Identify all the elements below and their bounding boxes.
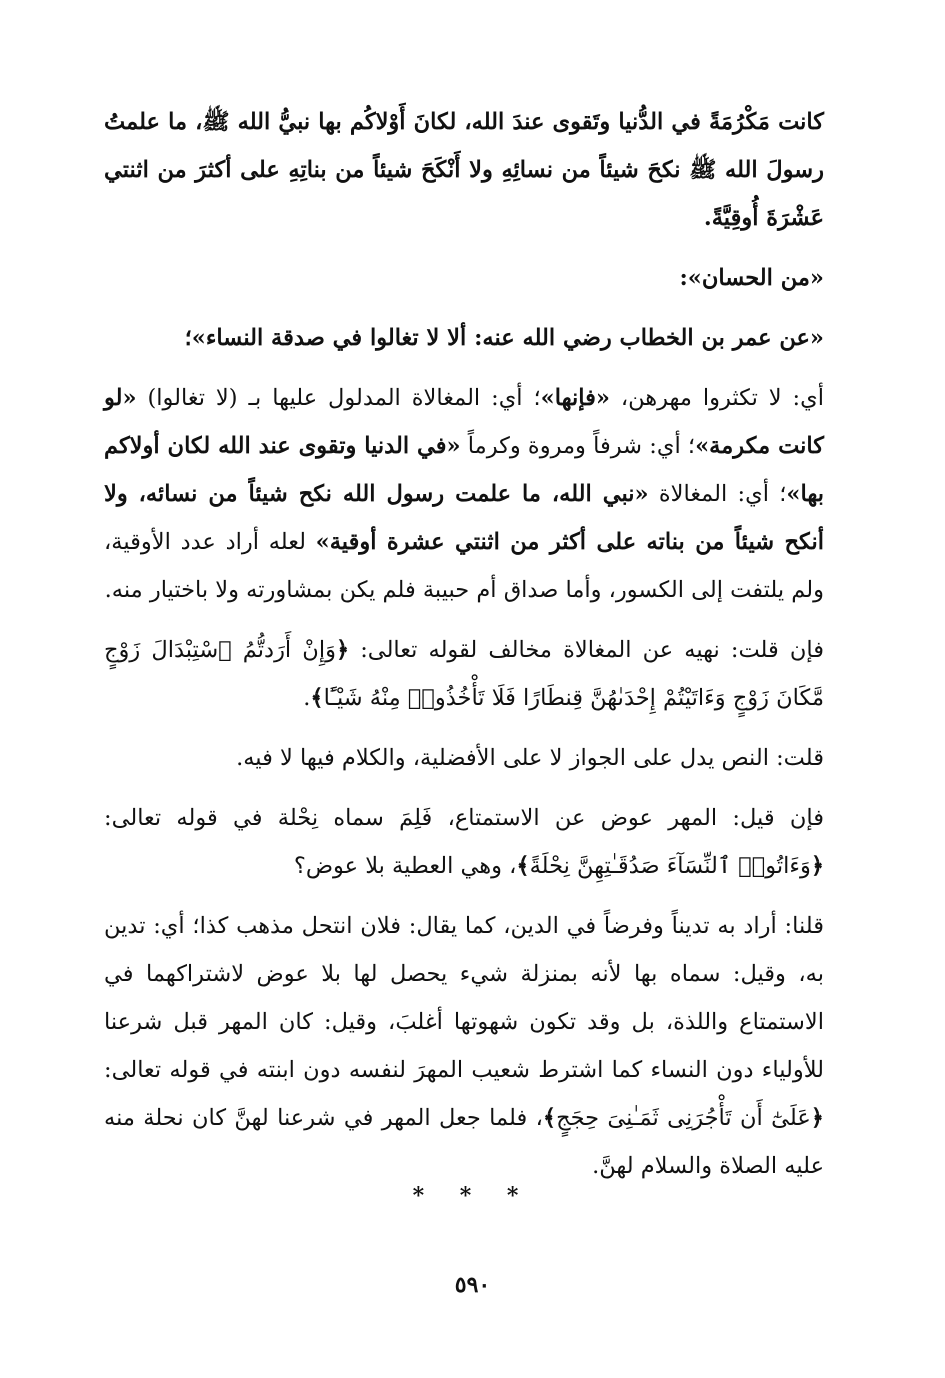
- reply-text: ، فلما جعل المهر في شرعنا لهنَّ كان نحلة منه عليه الصلاة والسلام لهنَّ.: [104, 1105, 824, 1179]
- paragraph-objection-1: [104, 626, 824, 722]
- page-number: ٥٩٠: [454, 1272, 491, 1298]
- commentary-text: ؛ أي: شرفاً ومروة وكرماً: [460, 433, 696, 459]
- hadith-fragment: «نبي الله، ما علمت رسول الله نكح شيئاً من نسائه، ولا أنكح شيئاً من بناته على أكثر من اثنتي عشرة أوقية»: [104, 481, 824, 555]
- quran-verse: عَلَىٰٓ أَن تَأْجُرَنِى ثَمَـٰنِىَ حِجَجٍ: [556, 1105, 811, 1131]
- reply-text: قلنا: أراد به تديناً وفرضاً في الدين، كما يقال: فلان انتحل مذهب كذا؛ أي: تدين به، وقيل: سماه بها لأنه بمنزلة شيء يحصل لها بلا عوض لاشتراكهما في الاستمتاع واللذة، بل وقد تكون شهوتها أغلبَ، وقيل: كان المهر قبل شرعنا للأولياء دون النساء كما اشترط شعيب المهرَ لنفسه دون ابنته في قوله تعالى:: [104, 913, 824, 1083]
- hadith-fragment: «في الدنيا وتقوى عند الله لكان أولاكم بها»: [104, 433, 824, 507]
- section-heading-hisan: «من الحسان»:: [679, 265, 824, 291]
- paragraph-hadith-quote: «عن عمر بن الخطاب رضي الله عنه: ألا لا تغالوا في صدقة النساء»؛: [184, 325, 824, 351]
- page-body: [104, 98, 824, 1190]
- paragraph-reply-1: قلت: النص يدل على الجواز لا على الأفضلية، والكلام فيها لا فيه.: [236, 745, 824, 771]
- objection-text: فإن قلت: نهيه عن المغالاة مخالف لقوله تعالى:: [349, 637, 824, 663]
- hadith-fragment: «فإنها»: [540, 385, 610, 411]
- ornate-bracket-open: ﴿: [810, 853, 824, 879]
- ornate-bracket-close: ﴾: [516, 853, 530, 879]
- hadith-fragment: «لو كانت مكرمة»: [104, 385, 825, 459]
- ornate-bracket-close: ﴾: [542, 1105, 557, 1131]
- paragraph-reply-2: [104, 902, 824, 1190]
- commentary-text: ؛ أي: المغالاة المدلول عليها بـ (لا تغالوا): [136, 385, 541, 411]
- objection-text: ، وهي العطية بلا عوض؟: [293, 853, 517, 879]
- objection-text: .: [303, 685, 311, 711]
- paragraph-hadith-text: كانت مَكْرُمَةً في الدُّنيا وتَقوى عندَ الله، لكانَ أَوْلاكُم بها نبيُّ الله ﷺ، ما علمتُ رسولَ الله ﷺ نكحَ شيئاً من نسائِهِ ولا أَنْكَحَ شيئاً من بناتِهِ على أكثرَ من اثنتي عَشْرَةَ أُوقِيَّةً.: [104, 109, 824, 231]
- paragraph-commentary: [104, 374, 824, 614]
- section-separator: * * *: [412, 1183, 533, 1209]
- quran-verse: وَإِنْ أَرَدتُّمُ ٱسْتِبْدَالَ زَوْجٍ مَّكَانَ زَوْجٍ وَءَاتَيْتُمْ إِحْدَىٰهُنَّ قِنطَارًا فَلَا تَأْخُذُوا۟ مِنْهُ شَيْـًٔا: [104, 637, 824, 711]
- ornate-bracket-open: ﴿: [335, 637, 350, 663]
- quran-verse: وَءَاتُوا۟ ٱلنِّسَآءَ صَدُقَـٰتِهِنَّ نِحْلَةً: [529, 853, 811, 879]
- commentary-text: ؛ أي: المغالاة: [648, 481, 787, 507]
- commentary-text: أي: لا تكثروا مهرهن،: [609, 385, 825, 411]
- ornate-bracket-open: ﴿: [810, 1105, 824, 1131]
- commentary-text: لعله أراد عدد الأوقية، ولم يلتفت إلى الكسور، وأما صداق أم حبيبة فلم يكن بمشاورته ولا باختيار منه.: [104, 529, 824, 603]
- objection-text: فإن قيل: المهر عوض عن الاستمتاع، فَلِمَ سماه نِحْلة في قوله تعالى:: [104, 805, 824, 831]
- ornate-bracket-close: ﴾: [310, 685, 324, 711]
- paragraph-objection-2: [104, 794, 824, 890]
